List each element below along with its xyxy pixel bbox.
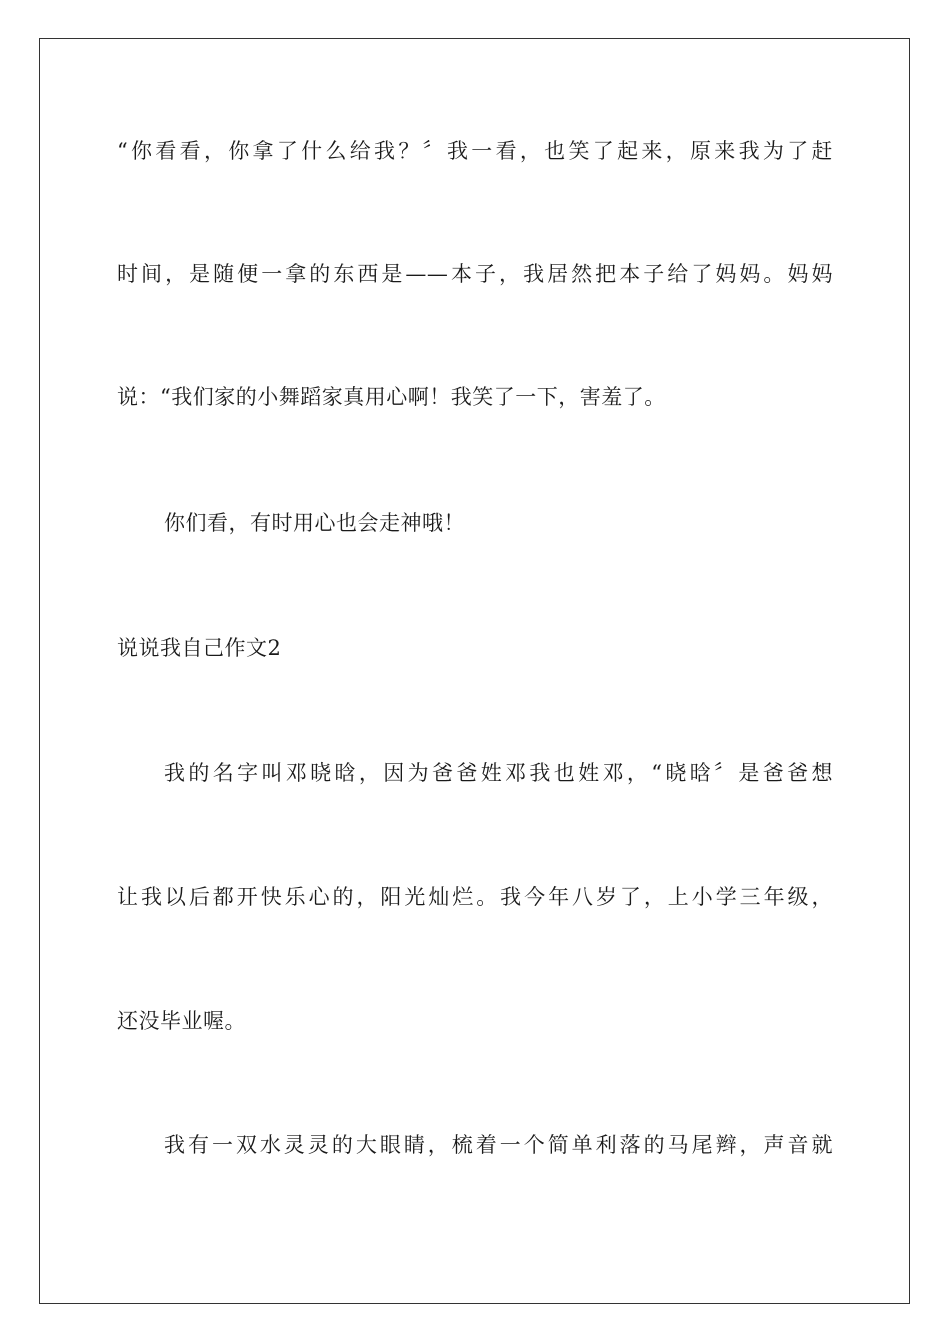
page-frame: [39, 38, 910, 1304]
paragraph-line-9: 我有一双水灵灵的大眼睛，梳着一个简单利落的马尾辫，声音就: [164, 1133, 833, 1157]
text-line-8: 还没毕业喔。: [117, 1009, 246, 1033]
text-line-7: 让我以后都开快乐心的，阳光灿烂。我今年八岁了，上小学三年级，: [117, 885, 833, 909]
text-line-3: 说：“我们家的小舞蹈家真用心啊！我笑了一下，害羞了。: [117, 385, 666, 409]
paragraph-line-6: 我的名字叫邓晓晗，因为爸爸姓邓我也姓邓，“晓晗〞是爸爸想: [164, 761, 833, 785]
text-line-1: “你看看，你拿了什么给我？〞我一看，也笑了起来，原来我为了赶: [117, 139, 833, 163]
paragraph-line-4: 你们看，有时用心也会走神哦！: [164, 511, 465, 535]
section-heading: 说说我自己作文2: [117, 636, 282, 660]
text-line-2: 时间，是随便一拿的东西是——本子，我居然把本子给了妈妈。妈妈: [117, 262, 833, 286]
